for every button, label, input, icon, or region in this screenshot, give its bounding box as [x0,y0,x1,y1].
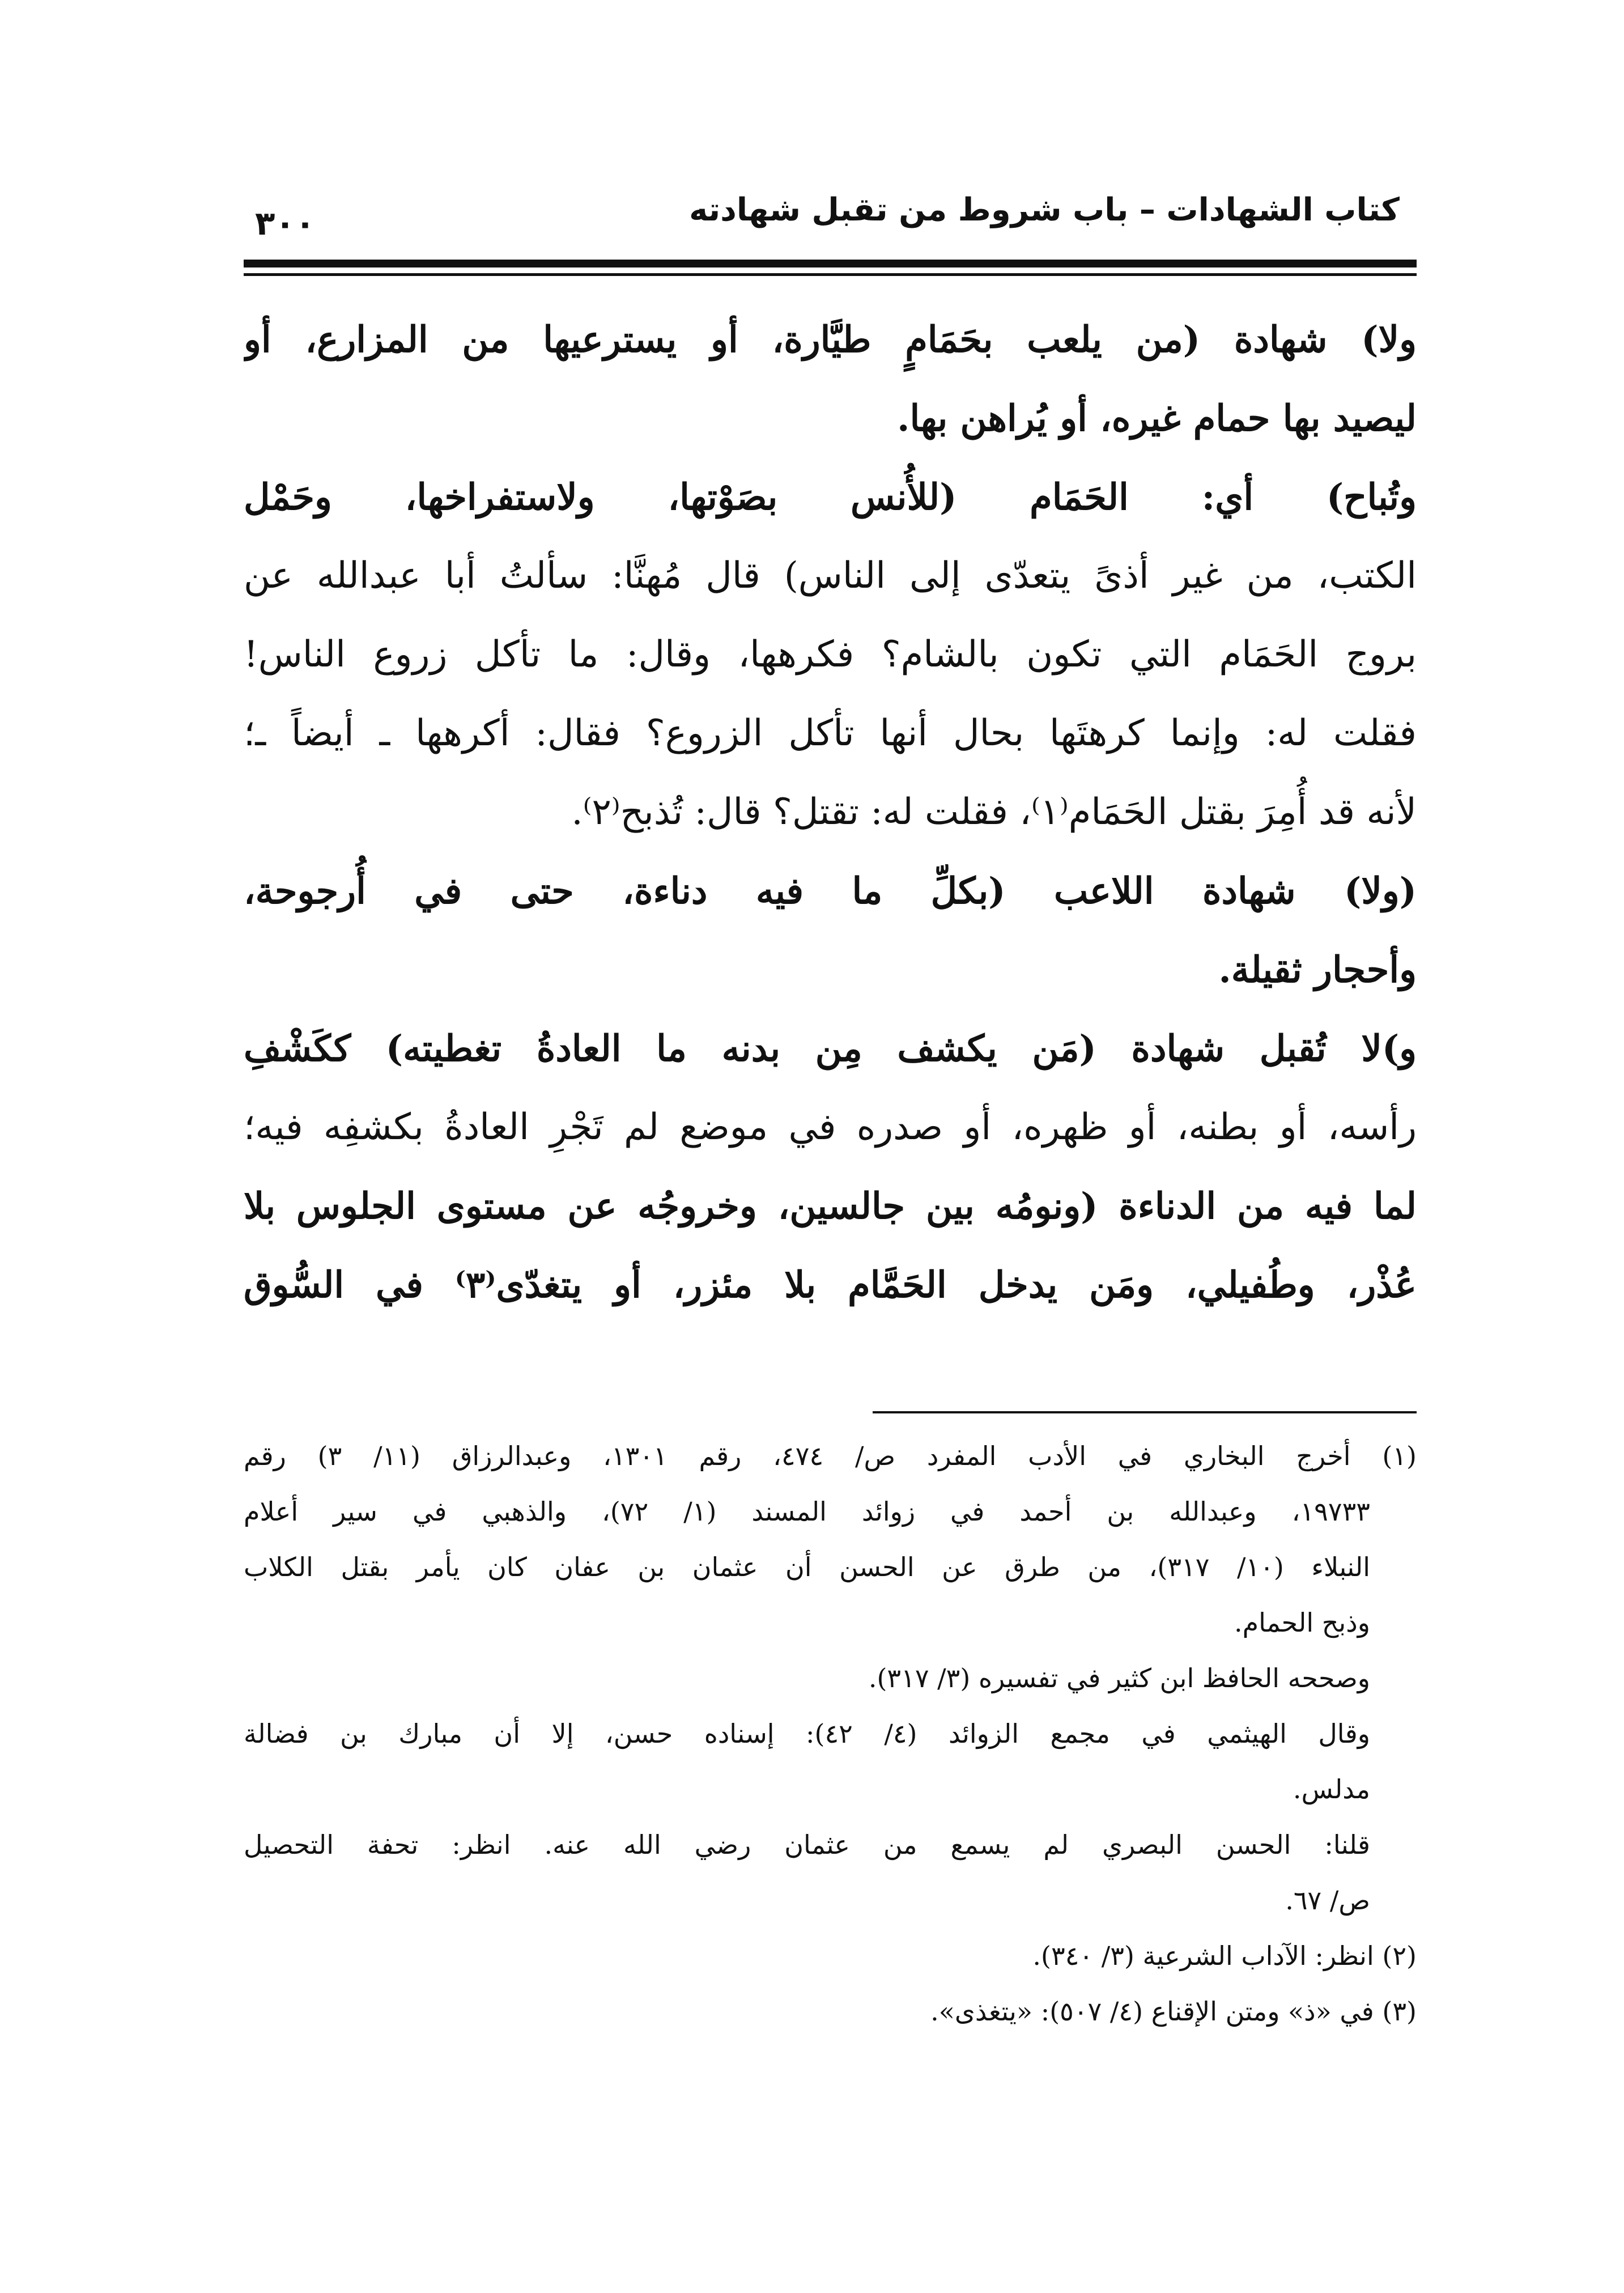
running-header [244,181,1417,255]
footnote-line: ص/ ٦٧. [1285,1885,1370,1916]
header-title: كتاب الشهادات – باب شروط من تقبل شهادته [689,192,1400,228]
footnote-line: مدلس. [1293,1774,1370,1804]
footnote-line: ١٩٧٣٣، وعبدالله بن أحمد في زوائد المسند (١/ ٧٢)، والذهبي في سير أعلام [244,1496,1370,1527]
footnote-line: وقال الهيثمي في مجمع الزوائد (٤/ ٤٢): إسناده حسن، إلا أن مبارك بن فضالة [244,1718,1370,1749]
text-line: عُذْر، وطُفيلي، ومَن يدخل الحَمَّام بلا مئزر، أو يتغدّى⁽٣⁾ في السُّوق [244,1264,1417,1306]
text-line: ليصيد بها حمام غيره، أو يُراهن بها. [897,397,1417,440]
text-line: فقلت له: وإنما كرهتَها بحال أنها تأكل الزروع؟ فقال: أكرهها ـ أيضاً ـ؛ [244,712,1417,754]
footnote-line: وذبح الحمام. [1234,1607,1370,1638]
text-line: رأسه، أو بطنه، أو ظهره، أو صدره في موضع لم تَجْرِ العادةُ بكشفِه فيه؛ [244,1106,1417,1148]
footnote-line: وصححه الحافظ ابن كثير في تفسيره (٣/ ٣١٧). [868,1663,1370,1693]
text-line: و)لا تُقبل شهادة (مَن يكشف مِن بدنه ما العادةُ تغطيته) ككَشْفِ [244,1027,1417,1070]
text-line: الكتب، من غير أذىً يتعدّى إلى الناس) قال مُهنَّا: سألتُ أبا عبدالله عن [244,555,1417,597]
page-number: ٣٠٠ [255,204,316,243]
text-line: (ولا) شهادة اللاعب (بكلِّ ما فيه دناءة، حتى في أُرجوحة، [244,870,1417,912]
header-rule-thick [244,260,1417,267]
footnotes [244,1428,1417,2148]
header-rule-thin [244,273,1417,276]
footnote-line: (٢) انظر: الآداب الشرعية (٣/ ٣٤٠). [1032,1940,1417,1971]
main-text [244,300,1417,1377]
footnote-line: (١) أخرج البخاري في الأدب المفرد ص/ ٤٧٤، رقم ١٣٠١، وعبدالرزاق (١١/ ٣) رقم [244,1441,1417,1471]
footnote-separator [873,1411,1417,1413]
footnote-line: النبلاء (١٠/ ٣١٧)، من طرق عن الحسن أن عثمان بن عفان كان يأمر بقتل الكلاب [244,1552,1371,1582]
text-line: وأحجار ثقيلة. [1218,949,1417,991]
footnote-line: (٣) في «ذ» ومتن الإقناع (٤/ ٥٠٧): «يتغذى». [930,1996,1417,2027]
text-line: لما فيه من الدناءة (ونومُه بين جالسين، وخروجُه عن مستوى الجلوس بلا [244,1185,1417,1228]
text-line: وتُباح) أي: الحَمَام (للأُنس بصَوْتها، ولاستفراخها، وحَمْل [244,476,1417,519]
text-line: بروج الحَمَام التي تكون بالشام؟ فكرهها، وقال: ما تأكل زروع الناس! [244,634,1417,676]
text-line: ولا) شهادة (من يلعب بحَمَامٍ طيَّارة، أو يسترعيها من المزارع، أو [244,319,1417,361]
text-line: لأنه قد أُمِرَ بقتل الحَمَام⁽١⁾، فقلت له: تقتل؟ قال: تُذبح⁽٢⁾. [571,791,1417,833]
footnote-line: قلنا: الحسن البصري لم يسمع من عثمان رضي الله عنه. انظر: تحفة التحصيل [244,1829,1370,1860]
